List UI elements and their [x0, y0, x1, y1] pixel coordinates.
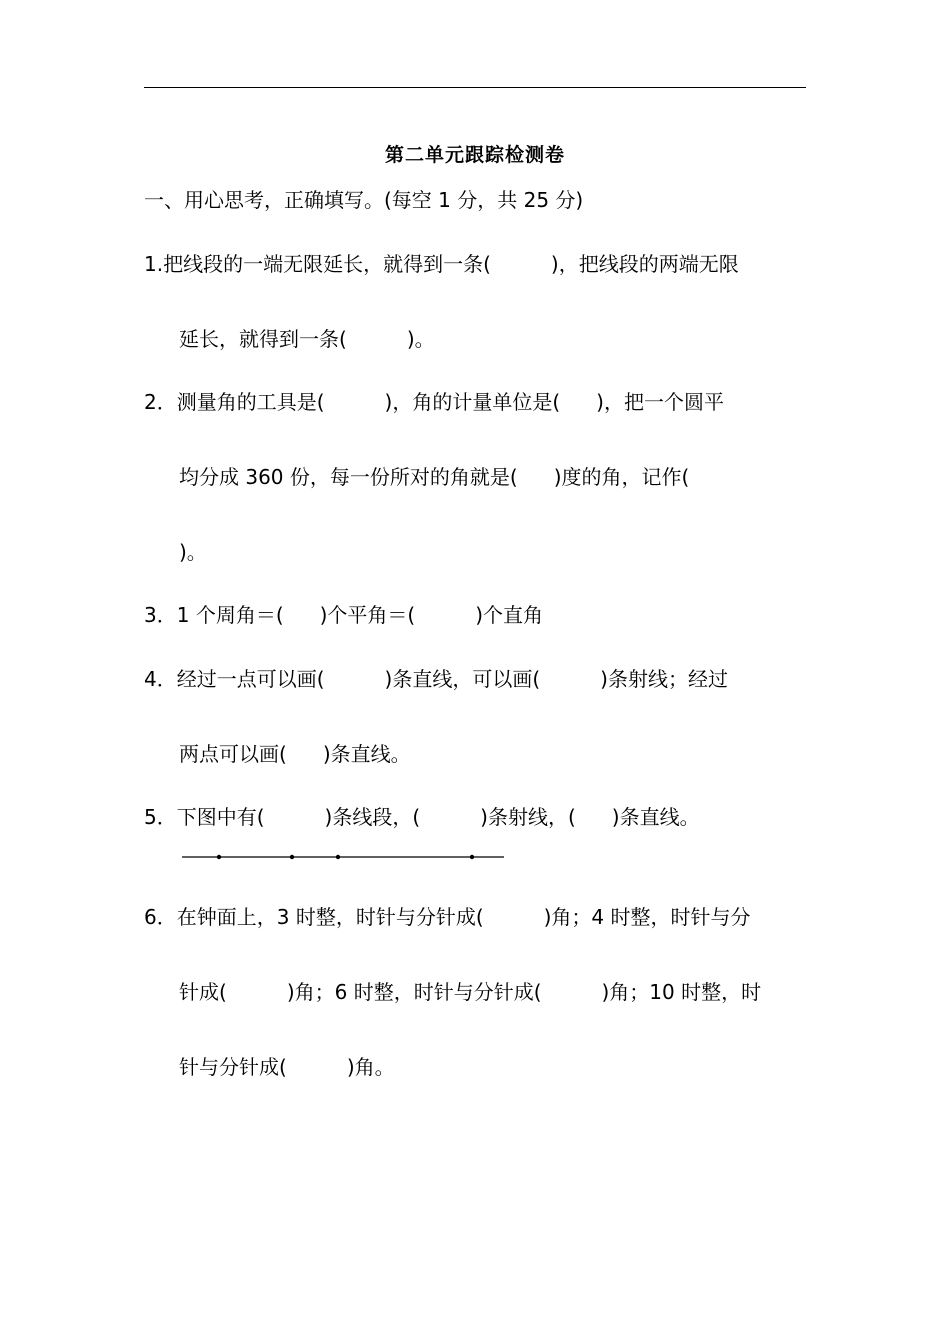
q5-text-a: 下图中有( — [176, 805, 265, 829]
figure-point — [290, 855, 294, 859]
question-2-line-2 — [179, 463, 689, 491]
q4-text-a: 经过一点可以画( — [176, 667, 325, 691]
question-6-line-3 — [179, 1053, 395, 1081]
question-number: 6． — [144, 905, 177, 929]
q1-text-d: )。 — [406, 327, 435, 351]
header-rule — [144, 87, 806, 88]
q5-text-b: )条线段，( — [324, 805, 421, 829]
question-number: 4． — [144, 667, 177, 691]
question-6-line-1 — [144, 903, 751, 931]
q6-text-e: )角；10 时整，时 — [601, 980, 762, 1004]
question-3 — [144, 601, 543, 629]
line-segment-figure — [182, 850, 506, 864]
q4-text-c: )条射线；经过 — [600, 667, 728, 691]
q2-text-c: )，把一个圆平 — [596, 390, 724, 414]
q6-text-b: )角；4 时整，时针与分 — [543, 905, 751, 929]
q6-text-f: 针与分针成( — [179, 1055, 287, 1079]
question-1-line-2 — [179, 325, 435, 353]
question-2-line-1 — [144, 388, 724, 416]
page-title: 第二单元跟踪检测卷 — [384, 144, 565, 166]
q2-text-f: )。 — [179, 540, 207, 564]
figure-point — [217, 855, 221, 859]
figure-point — [336, 855, 340, 859]
q6-text-d: )角；6 时整，时针与分针成( — [286, 980, 542, 1004]
q4-text-d: 两点可以画( — [179, 742, 287, 766]
q4-text-b: )条直线，可以画( — [384, 667, 541, 691]
q2-text-e: )度的角，记作( — [553, 465, 690, 489]
q6-text-c: 针成( — [179, 980, 227, 1004]
q3-text-b: )个平角＝( — [319, 603, 416, 627]
question-5 — [144, 803, 700, 831]
q2-text-d: 均分成 360 份，每一份所对的角就是( — [179, 465, 518, 489]
q6-text-a: 在钟面上，3 时整，时针与分针成( — [176, 905, 484, 929]
q2-text-a: 测量角的工具是( — [176, 390, 325, 414]
question-number: 5． — [144, 805, 177, 829]
section-heading: 一、用心思考，正确填写。(每空 1 分，共 25 分) — [144, 188, 584, 212]
question-6-line-2 — [179, 978, 761, 1006]
q5-text-c: )条射线，( — [480, 805, 576, 829]
question-4-line-2 — [179, 740, 411, 768]
q1-text-b: )，把线段的两端无限 — [550, 252, 739, 276]
q6-text-g: )角。 — [346, 1055, 395, 1079]
question-1-line-1 — [144, 250, 739, 278]
q1-text-a: 1.把线段的一端无限延长，就得到一条( — [144, 252, 491, 276]
q5-text-d: )条直线。 — [611, 805, 700, 829]
question-number: 2． — [144, 390, 177, 414]
q3-text-c: )个直角 — [475, 603, 544, 627]
q3-text-a: 1 个周角＝( — [176, 603, 284, 627]
q2-text-b: )，角的计量单位是( — [384, 390, 561, 414]
q4-text-e: )条直线。 — [322, 742, 411, 766]
figure-point — [470, 855, 474, 859]
question-number: 3． — [144, 603, 177, 627]
question-2-line-3 — [179, 538, 207, 566]
q1-text-c: 延长，就得到一条( — [179, 327, 347, 351]
question-4-line-1 — [144, 665, 728, 693]
